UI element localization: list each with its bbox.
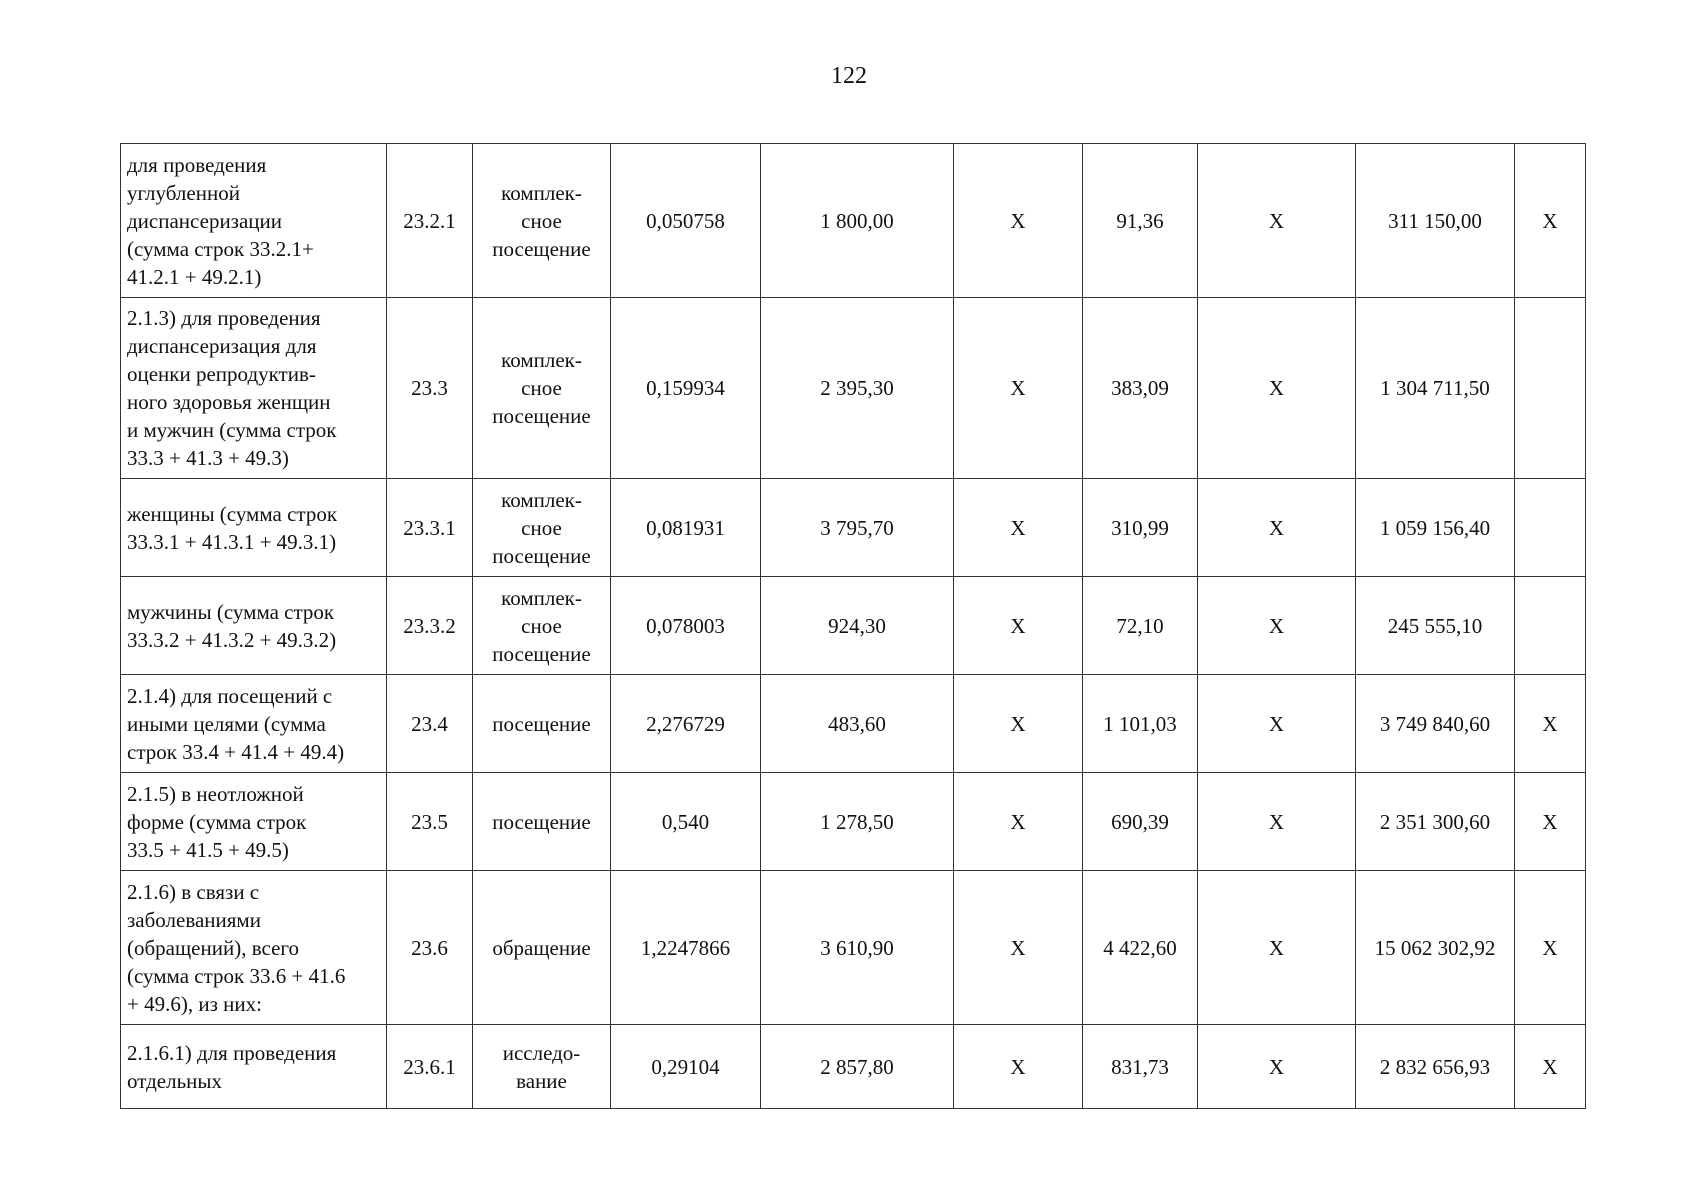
cell-line-number: 23.3.1	[387, 479, 473, 577]
cell-name: 2.1.3) для проведения диспансеризация для оценки репродуктив- ного здоровья женщин и мужчин (сумма строк 33.3 + 41.3 + 49.3)	[121, 298, 387, 479]
cell-line-number: 23.2.1	[387, 144, 473, 298]
cell-col8: Х	[1198, 479, 1356, 577]
cell-col10: Х	[1515, 871, 1586, 1025]
cell-col9: 3 749 840,60	[1356, 675, 1515, 773]
data-table	[120, 143, 1586, 1109]
cell-col8: Х	[1198, 144, 1356, 298]
cell-unit: исследо- вание	[473, 1025, 611, 1109]
cell-cost: 924,30	[761, 577, 954, 675]
cell-name: 2.1.6.1) для проведения отдельных	[121, 1025, 387, 1109]
cell-line-number: 23.5	[387, 773, 473, 871]
cell-col6: Х	[954, 577, 1083, 675]
cell-volume: 0,29104	[611, 1025, 761, 1109]
cell-cost: 483,60	[761, 675, 954, 773]
cell-col9: 2 832 656,93	[1356, 1025, 1515, 1109]
cell-col7: 4 422,60	[1083, 871, 1198, 1025]
cell-col8: Х	[1198, 773, 1356, 871]
cell-col6: Х	[954, 773, 1083, 871]
cell-unit: комплек- сное посещение	[473, 144, 611, 298]
cell-volume: 2,276729	[611, 675, 761, 773]
cell-volume: 0,050758	[611, 144, 761, 298]
cell-line-number: 23.3.2	[387, 577, 473, 675]
cell-line-number: 23.4	[387, 675, 473, 773]
cell-col9: 1 059 156,40	[1356, 479, 1515, 577]
cell-unit: комплек- сное посещение	[473, 577, 611, 675]
cell-col10: Х	[1515, 1025, 1586, 1109]
cell-col9: 1 304 711,50	[1356, 298, 1515, 479]
cell-unit: посещение	[473, 675, 611, 773]
cell-cost: 1 278,50	[761, 773, 954, 871]
cell-unit: обращение	[473, 871, 611, 1025]
table-row	[121, 479, 1586, 577]
cell-col9: 15 062 302,92	[1356, 871, 1515, 1025]
page-number: 122	[831, 63, 867, 89]
cell-col7: 1 101,03	[1083, 675, 1198, 773]
cell-volume: 0,081931	[611, 479, 761, 577]
cell-col6: Х	[954, 1025, 1083, 1109]
cell-col7: 72,10	[1083, 577, 1198, 675]
cell-name: мужчины (сумма строк 33.3.2 + 41.3.2 + 49.3.2)	[121, 577, 387, 675]
cell-col8: Х	[1198, 871, 1356, 1025]
cell-col6: Х	[954, 144, 1083, 298]
table-row	[121, 1025, 1586, 1109]
cell-col9: 2 351 300,60	[1356, 773, 1515, 871]
cell-unit: комплек- сное посещение	[473, 298, 611, 479]
cell-volume: 1,2247866	[611, 871, 761, 1025]
cell-line-number: 23.6.1	[387, 1025, 473, 1109]
table-body	[121, 144, 1586, 1109]
cell-col10: Х	[1515, 144, 1586, 298]
cell-col10: Х	[1515, 773, 1586, 871]
cell-name: 2.1.5) в неотложной форме (сумма строк 33.5 + 41.5 + 49.5)	[121, 773, 387, 871]
cell-col10	[1515, 577, 1586, 675]
cell-col8: Х	[1198, 577, 1356, 675]
cell-col6: Х	[954, 675, 1083, 773]
cell-volume: 0,159934	[611, 298, 761, 479]
cell-col8: Х	[1198, 675, 1356, 773]
cell-cost: 3 795,70	[761, 479, 954, 577]
cell-unit: комплек- сное посещение	[473, 479, 611, 577]
cell-name: 2.1.4) для посещений с иными целями (сумма строк 33.4 + 41.4 + 49.4)	[121, 675, 387, 773]
cell-col7: 310,99	[1083, 479, 1198, 577]
cell-col10	[1515, 298, 1586, 479]
cell-col6: Х	[954, 871, 1083, 1025]
cell-col10: Х	[1515, 675, 1586, 773]
cell-col7: 91,36	[1083, 144, 1198, 298]
cell-cost: 2 857,80	[761, 1025, 954, 1109]
cell-col10	[1515, 479, 1586, 577]
table-row	[121, 773, 1586, 871]
cell-unit: посещение	[473, 773, 611, 871]
cell-cost: 3 610,90	[761, 871, 954, 1025]
cell-col8: Х	[1198, 298, 1356, 479]
table-row	[121, 144, 1586, 298]
cell-name: для проведения углубленной диспансеризации (сумма строк 33.2.1+ 41.2.1 + 49.2.1)	[121, 144, 387, 298]
cell-line-number: 23.6	[387, 871, 473, 1025]
table-row	[121, 871, 1586, 1025]
table-row	[121, 298, 1586, 479]
cell-col7: 690,39	[1083, 773, 1198, 871]
cell-cost: 1 800,00	[761, 144, 954, 298]
cell-col6: Х	[954, 298, 1083, 479]
cell-col7: 383,09	[1083, 298, 1198, 479]
cell-name: женщины (сумма строк 33.3.1 + 41.3.1 + 49.3.1)	[121, 479, 387, 577]
cell-name: 2.1.6) в связи с заболеваниями (обращений), всего (сумма строк 33.6 + 41.6 + 49.6), из них:	[121, 871, 387, 1025]
table-row	[121, 577, 1586, 675]
cell-col9: 245 555,10	[1356, 577, 1515, 675]
cell-line-number: 23.3	[387, 298, 473, 479]
cell-col9: 311 150,00	[1356, 144, 1515, 298]
table-row	[121, 675, 1586, 773]
cell-col8: Х	[1198, 1025, 1356, 1109]
cell-cost: 2 395,30	[761, 298, 954, 479]
cell-col7: 831,73	[1083, 1025, 1198, 1109]
cell-col6: Х	[954, 479, 1083, 577]
cell-volume: 0,078003	[611, 577, 761, 675]
cell-volume: 0,540	[611, 773, 761, 871]
